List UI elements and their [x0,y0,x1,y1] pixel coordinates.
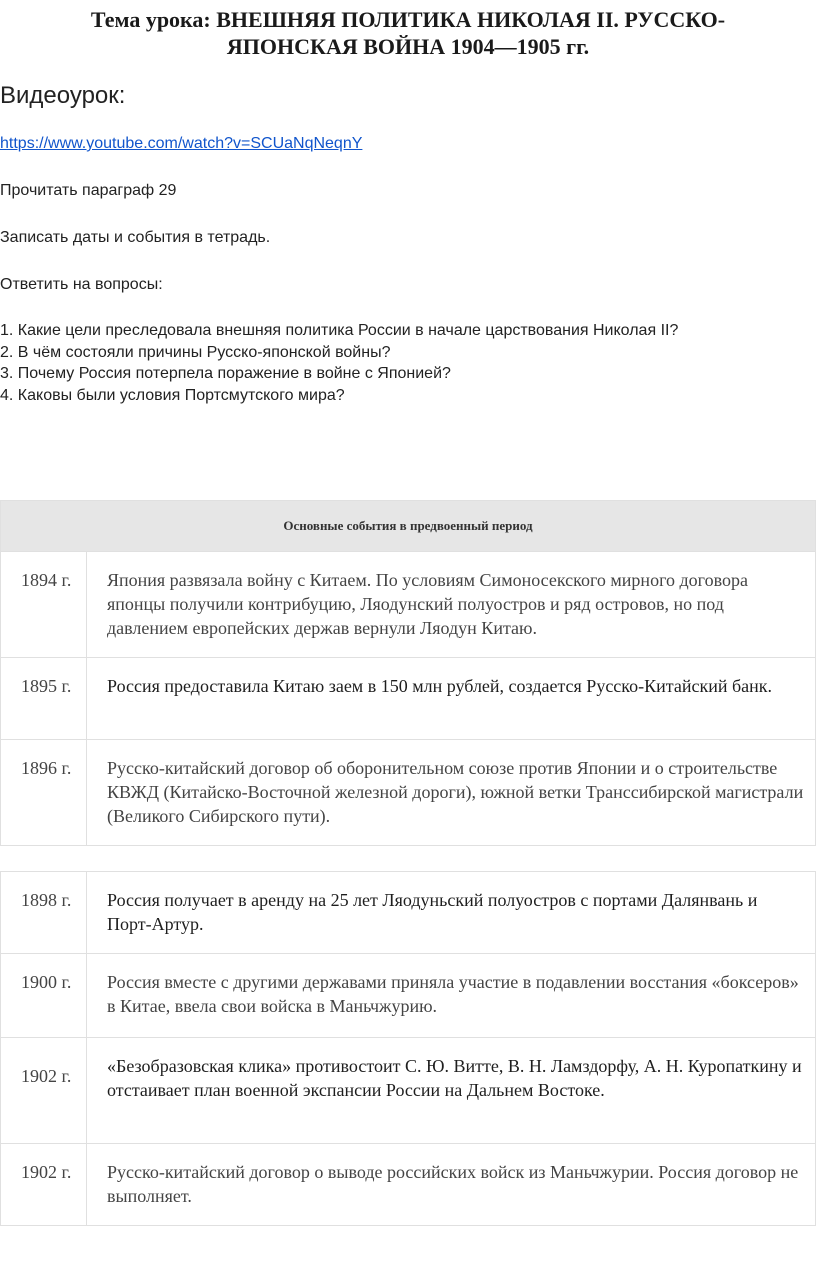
table-row [1,658,816,740]
events-table-continued [0,871,816,1226]
event-year: 1895 г. [1,658,87,740]
video-link[interactable]: https://www.youtube.com/watch?v=SCUaNqNeqnY [0,135,363,152]
event-description: «Безобразовская клика» противостоит С. Ю. Витте, В. Н. Ламздорфу, А. Н. Куропаткину и отстаивает план военной экспансии России на Дальнем Востоке. [87,1038,816,1144]
event-description: Русско-китайский договор об оборонительном союзе против Японии и о строительстве КВЖД (Китайско-Восточной железной дороги), южной ветки Транссибирской магистрали (Великого Сибирского пути). [87,740,816,846]
table-row [1,954,816,1038]
event-description: Япония развязала войну с Китаем. По условиям Симоносекского мирного договора японцы получили контрибуцию, Ляодунский полуостров и ряд островов, но под давлением европейских держав вернули Ляодун Китаю. [87,552,816,658]
table-row [1,872,816,954]
event-description: Россия предоставила Китаю заем в 150 млн рублей, создается Русско-Китайский банк. [87,658,816,740]
task-answer: Ответить на вопросы: [0,276,163,293]
event-description: Русско-китайский договор о выводе российских войск из Маньчжурии. Россия договор не выполняет. [87,1144,816,1226]
title-line-2: ЯПОНСКАЯ ВОЙНА 1904—1905 гг. [226,34,590,59]
questions-list [0,320,810,406]
events-table-prewar [0,500,816,846]
event-year: 1902 г. [1,1038,87,1144]
task-write: Записать даты и события в тетрадь. [0,229,271,246]
question-item: 1. Какие цели преследовала внешняя политика России в начале царствования Николая II? [0,322,679,339]
question-item: 2. В чём состояли причины Русско-японской войны? [0,343,391,361]
table-row [1,1144,816,1226]
table-header: Основные события в предвоенный период [1,501,816,552]
question-item: 3. Почему Россия потерпела поражение в войне с Японией? [0,365,451,382]
table-row [1,552,816,658]
event-year: 1902 г. [1,1144,87,1226]
page-title [0,6,816,60]
event-year: 1894 г. [1,552,87,658]
event-year: 1898 г. [1,872,87,954]
event-description: Россия вместе с другими державами приняла участие в подавлении восстания «боксеров» в Китае, ввела свои войска в Маньчжурию. [87,954,816,1038]
table-row [1,740,816,846]
task-read: Прочитать параграф 29 [0,182,177,199]
table-row [1,1038,816,1144]
title-line-1: Тема урока: ВНЕШНЯЯ ПОЛИТИКА НИКОЛАЯ II. РУССКО- [90,7,726,32]
video-heading: Видеоурок: [0,82,126,109]
question-item: 4. Каковы были условия Портсмутского мира? [0,386,345,404]
event-year: 1896 г. [1,740,87,846]
table-header-row [1,501,816,552]
event-year: 1900 г. [1,954,87,1038]
event-description: Россия получает в аренду на 25 лет Ляодуньский полуостров с портами Далянвань и Порт-Артур. [87,872,816,954]
